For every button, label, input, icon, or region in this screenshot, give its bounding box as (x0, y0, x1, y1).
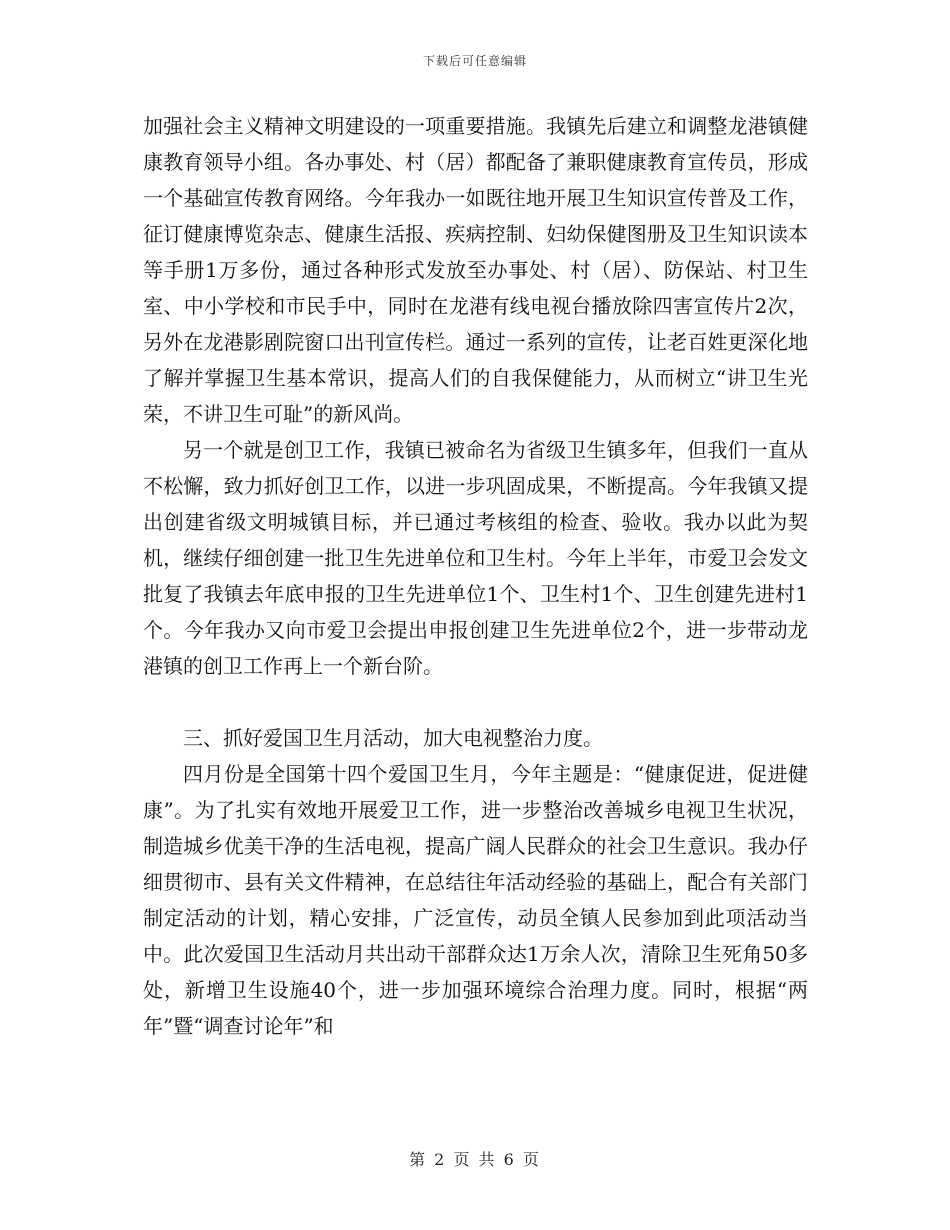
section-3-title: 三、抓好爱国卫生月活动，加大电视整治力度。 (183, 726, 603, 750)
page-number: 第 2 页 共 6 页 (409, 1150, 541, 1169)
document-body (143, 108, 808, 1044)
paragraph-2: 另一个就是创卫工作，我镇已被命名为省级卫生镇多年，但我们一直从不松懈，致力抓好创卫工作，以进一步巩固成果，不断提高。今年我镇又提出创建省级文明城镇目标，并已通过考核组的检查、验收。我办以此为契机，继续仔细创建一批卫生先进单位和卫生村。今年上半年，市爱卫会发文批复了我镇去年底申报的卫生先进单位1个、卫生村1个、卫生创建先进村1个。今年我办又向市爱卫会提出申报创建卫生先进单位2个，进一步带动龙港镇的创卫工作再上一个新台阶。 (143, 438, 808, 678)
paragraph-3: 四月份是全国第十四个爱国卫生月，今年主题是：“健康促进，促进健康”。为了扎实有效地开展爱卫工作，进一步整治改善城乡电视卫生状况，制造城乡优美干净的生活电视，提高广阔人民群众的社会卫生意识。我办仔细贯彻市、县有关文件精神，在总结往年活动经验的基础上，配合有关部门制定活动的计划，精心安排，广泛宣传，动员全镇人民参加到此项活动当中。此次爱国卫生活动月共出动干部群众达1万余人次，清除卫生死角50多处，新增卫生设施40个，进一步加强环境综合治理力度。同时，根据“两年”暨“调查讨论年”和 (143, 762, 808, 1038)
header-note: 下载后可任意编辑 (422, 54, 527, 68)
paragraph-1: 加强社会主义精神文明建设的一项重要措施。我镇先后建立和调整龙港镇健康教育领导小组。各办事处、村（居）都配备了兼职健康教育宣传员，形成一个基础宣传教育网络。今年我办一如既往地开展卫生知识宣传普及工作，征订健康博览杂志、健康生活报、疾病控制、妇幼保健图册及卫生知识读本等手册1万多份，通过各种形式发放至办事处、村（居）、防保站、村卫生室、中小学校和市民手中，同时在龙港有线电视台播放除四害宣传片2次，另外在龙港影剧院窗口出刊宣传栏。通过一系列的宣传，让老百姓更深化地了解并掌握卫生基本常识，提高人们的自我保健能力，从而树立“讲卫生光荣，不讲卫生可耻”的新风尚。 (143, 114, 808, 426)
